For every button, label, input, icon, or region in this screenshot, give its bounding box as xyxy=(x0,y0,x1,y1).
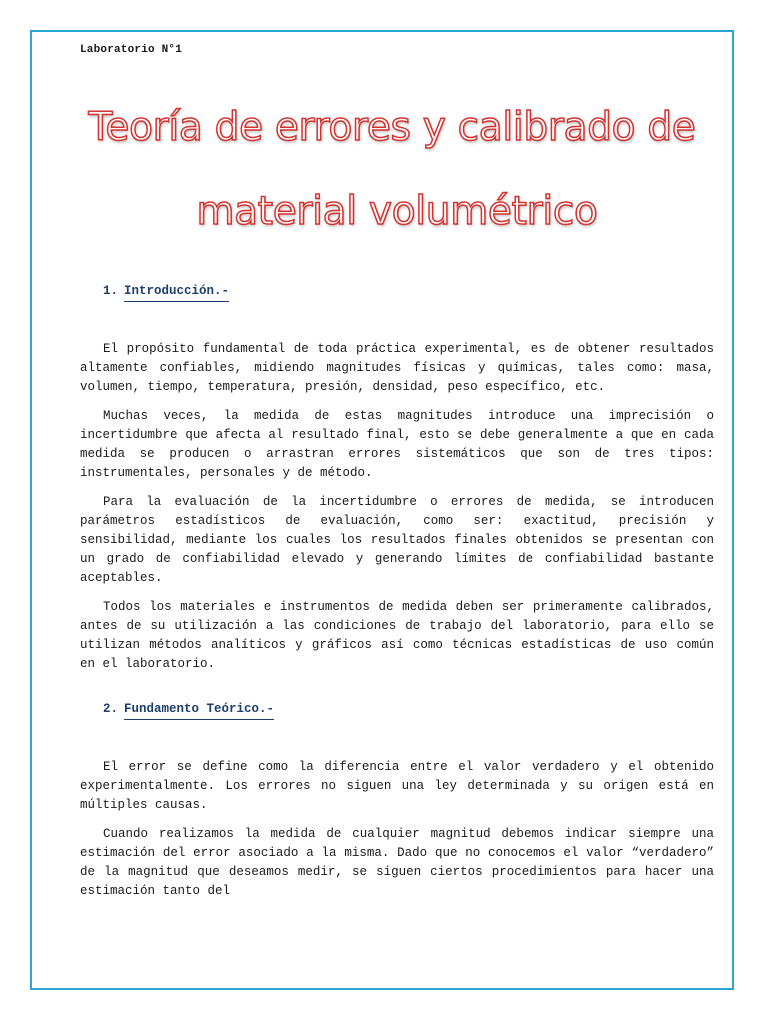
section-heading-text: Fundamento Teórico.- xyxy=(124,702,274,720)
section-heading-text: Introducción.- xyxy=(124,284,229,302)
section-number: 1. xyxy=(103,284,119,298)
section-body-fundamento-teorico xyxy=(80,758,714,901)
lab-label: Laboratorio N°1 xyxy=(80,44,183,56)
title-line-2: material volumétrico xyxy=(196,189,598,234)
paragraph: Muchas veces, la medida de estas magnitudes introduce una imprecisión o incertidumbre que afecta al resultado final, esto se debe generalmente a que en cada medida se producen o arrastran errores sistemáticos que son de tres tipos: instrumentales, personales y de método. xyxy=(80,409,714,480)
section-heading-fundamento-teorico xyxy=(80,702,714,724)
paragraph: El error se define como la diferencia entre el valor verdadero y el obtenido experimentalmente. Los errores no siguen una ley determinada y su origen está en múltiples causas. xyxy=(80,760,714,812)
section-body-introduccion xyxy=(80,340,714,674)
section-number: 2. xyxy=(103,702,119,716)
title-line-1: Teoría de errores y calibrado de xyxy=(88,105,696,150)
section-heading-introduccion xyxy=(80,284,714,306)
paragraph: Todos los materiales e instrumentos de medida deben ser primeramente calibrados, antes de su utilización a las condiciones de trabajo del laboratorio, para ello se utilizan métodos analíticos y gráficos así como técnicas estadísticas de uso común en el laboratorio. xyxy=(80,600,714,671)
paragraph: Cuando realizamos la medida de cualquier magnitud debemos indicar siempre una estimación del error asociado a la misma. Dado que no conocemos el valor “verdadero” de la magnitud que deseamos medir, se siguen ciertos procedimientos para hacer una estimación tanto del xyxy=(80,827,714,898)
paragraph: Para la evaluación de la incertidumbre o errores de medida, se introducen parámetros estadísticos de evaluación, como ser: exactitud, precisión y sensibilidad, mediante los cuales los resultados finales obtenidos se presentan con un grado de confiabilidad elevado y generando límites de confiabilidad bastante aceptables. xyxy=(80,495,714,585)
document-body xyxy=(80,44,714,911)
document-title xyxy=(80,86,714,254)
paragraph: El propósito fundamental de toda práctica experimental, es de obtener resultados altamente confiables, midiendo magnitudes físicas y químicas, tales como: masa, volumen, tiempo, temperatura, presión, densidad, peso específico, etc. xyxy=(80,342,714,394)
